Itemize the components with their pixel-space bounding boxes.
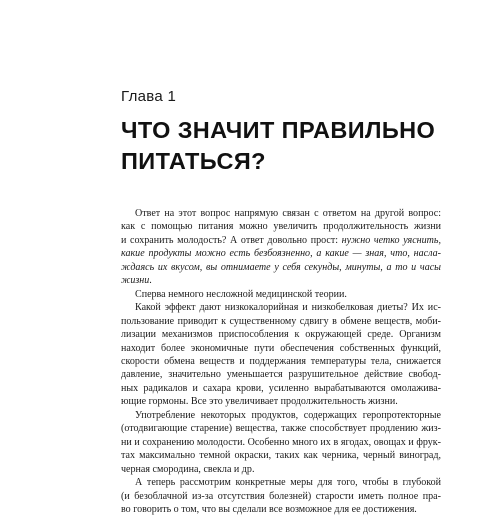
text-line: [121, 247, 441, 260]
text-line: [121, 422, 441, 435]
paragraph: [121, 409, 441, 476]
italic-text: жизни: [121, 275, 150, 287]
paragraph: [121, 288, 441, 301]
text-run: пользование приводит к существенному сдвигу в обмене веществ, моби-: [121, 315, 441, 327]
text-run: как с помощью питания можно увеличить продолжительность жизни: [121, 221, 441, 233]
chapter-title-line: ЧТО ЗНАЧИТ ПРАВИЛЬНО: [121, 117, 436, 143]
text-line: [121, 288, 441, 301]
text-line: [121, 355, 441, 368]
italic-text: какие продукты можно есть безбоязненно, а какие — зная, что, насла-: [121, 248, 441, 260]
text-line: [121, 490, 441, 503]
chapter-title: [121, 115, 451, 177]
paragraph: [121, 301, 441, 409]
text-run: Ответ на этот вопрос напрямую связан с ответом на другой вопрос:: [135, 208, 441, 219]
text-line: [121, 274, 441, 287]
text-run: Сперва немного несложной медицинской теории.: [135, 288, 347, 300]
text-line: [121, 409, 441, 422]
chapter-label: Глава 1: [121, 88, 177, 105]
text-line: [121, 382, 441, 395]
text-run: (и безоблачной из-за отсутствия болезней) старости иметь полное пра-: [121, 490, 441, 502]
text-run: ных радикалов и сахара крови, усиленно вырабатываются омолажива-: [121, 382, 441, 394]
text-run: во говорить о том, что вы сделали все возможное для ее достижения.: [121, 503, 417, 515]
text-run: давление, значительно уменьшается разрушительное действие свобод-: [121, 369, 441, 381]
text-line: [121, 261, 441, 274]
text-run: Употребление некоторых продуктов, содержащих геропротекторные: [135, 409, 441, 421]
text-line: [121, 449, 441, 462]
text-line: [121, 395, 441, 408]
text-line: [121, 342, 441, 355]
text-run: .: [149, 275, 152, 287]
italic-text: нужно четко уяснить,: [341, 234, 441, 246]
text-run: и сохранить молодость? А ответ довольно прост:: [121, 234, 342, 246]
text-run: ющие гормоны. Все это увеличивает продолжительность жизни.: [121, 396, 398, 408]
text-line: [121, 207, 441, 220]
text-line: [121, 328, 441, 341]
text-run: ни и сохранению молодости. Особенно много их в ягодах, овощах и фрук-: [121, 436, 441, 448]
chapter-title-line: ПИТАТЬСЯ?: [121, 148, 266, 174]
text-line: [121, 368, 441, 381]
text-line: [121, 503, 441, 516]
text-run: Какой эффект дают низкокалорийная и низкобелковая диеты? Их ис-: [135, 302, 441, 314]
paragraph: [121, 476, 441, 516]
italic-text: ждаясь их вкусом, вы отнимаете у себя секунды, минуты, а то и часы: [121, 261, 441, 273]
text-line: [121, 436, 441, 449]
text-line: [121, 463, 441, 476]
text-run: лизации механизмов приспособления к окружающей среде. Организм: [121, 329, 441, 341]
body-text: [121, 207, 441, 516]
text-run: А теперь рассмотрим конкретные меры для того, чтобы в глубокой: [135, 477, 441, 489]
text-line: [121, 301, 441, 314]
text-line: [121, 476, 441, 489]
text-run: (отодвигающие старение) вещества, также способствует продлению жиз-: [121, 423, 441, 435]
paragraph: [121, 207, 441, 288]
text-run: скорости обмена веществ и поддержания температуры тела, снижается: [121, 355, 441, 367]
text-line: [121, 234, 441, 247]
text-run: тах максимально темной окраски, таких как черника, черный виноград,: [121, 450, 441, 462]
text-line: [121, 315, 441, 328]
text-line: [121, 220, 441, 233]
text-run: находит более экономичные пути обеспечения собственных функций,: [121, 342, 441, 354]
text-run: черная смородина, свекла и др.: [121, 463, 255, 475]
